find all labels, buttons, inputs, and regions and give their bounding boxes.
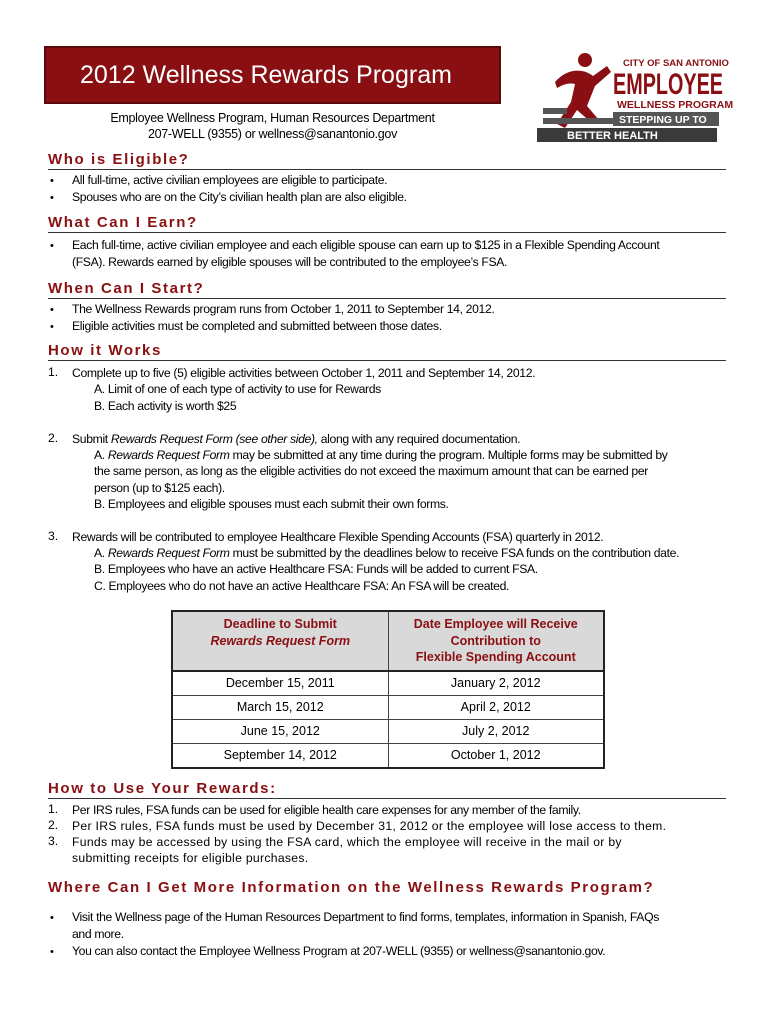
step2-a-post: may be submitted at any time during the program. Multiple forms may be submitted by bbox=[229, 448, 668, 462]
earn-text-line1: Each full-time, active civilian employee and each eligible spouse can earn up to $125 in a Flexible Spending Account bbox=[72, 238, 660, 252]
logo-wellness-text: WELLNESS PROGRAM bbox=[617, 99, 734, 111]
contribution-date-cell: April 2, 2012 bbox=[388, 695, 604, 719]
start-item: The Wellness Rewards program runs from October 1, 2011 to September 14, 2012. bbox=[72, 302, 495, 316]
step1-text: Complete up to five (5) eligible activities between October 1, 2011 and September 14, 2012. bbox=[72, 366, 536, 380]
runner-figure-icon bbox=[543, 53, 611, 128]
info-item-2: You can also contact the Employee Wellness Program at 207-WELL (9355) or wellness@sanantonio.gov. bbox=[72, 944, 606, 958]
bullet-icon: • bbox=[50, 912, 54, 924]
step2-a-line1 bbox=[94, 447, 668, 464]
employee-wellness-logo bbox=[537, 50, 734, 142]
section-heading: How it Works bbox=[48, 342, 162, 359]
subtitle-contact: 207-WELL (9355) or wellness@sanantonio.gov bbox=[147, 127, 398, 141]
step3-text: Rewards will be contributed to employee Healthcare Flexible Spending Accounts (FSA) quarterly in 2012. bbox=[72, 530, 604, 544]
col1-line2: Rewards Request Form bbox=[210, 633, 351, 648]
bullet-icon: • bbox=[50, 946, 54, 958]
logo-employee-text: EMPLOYEE bbox=[613, 68, 723, 101]
eligible-item: Spouses who are on the City’s civilian health plan are also eligible. bbox=[72, 190, 407, 204]
col2-line3: Flexible Spending Account bbox=[415, 650, 576, 664]
rewards-form-name: Rewards Request Form bbox=[107, 546, 230, 560]
use-item-3-line2: submitting receipts for eligible purchases. bbox=[72, 851, 309, 865]
rewards-form-name: Rewards Request Form bbox=[107, 448, 230, 462]
logo-city-text: CITY OF SAN ANTONIO bbox=[623, 58, 729, 69]
logo-stepping-text: STEPPING UP TO bbox=[619, 114, 707, 126]
section-who-is-eligible bbox=[48, 150, 726, 170]
contribution-date-cell: July 2, 2012 bbox=[388, 719, 604, 743]
col-header-deadline bbox=[172, 611, 388, 671]
section-heading: Where Can I Get More Information on the Wellness Rewards Program? bbox=[48, 879, 655, 896]
step-number: 2. bbox=[48, 431, 59, 445]
logo-better-health-text: BETTER HEALTH bbox=[567, 130, 658, 142]
use-item-3-line1: Funds may be accessed by using the FSA card, which the employee will receive in the mail or by bbox=[72, 835, 622, 849]
section-more-information bbox=[48, 878, 726, 897]
info-item-1-line1: Visit the Wellness page of the Human Resources Department to find forms, templates, information in Spanish, FAQs bbox=[72, 910, 659, 924]
step1-b: B. Each activity is worth $25 bbox=[94, 399, 237, 413]
deadline-table bbox=[171, 610, 605, 769]
section-heading: What Can I Earn? bbox=[48, 214, 198, 231]
table-header-row bbox=[172, 611, 604, 671]
step2-b: B. Employees and eligible spouses must each submit their own forms. bbox=[94, 497, 449, 511]
section-how-it-works bbox=[48, 341, 726, 361]
step3-b: B. Employees who have an active Healthcare FSA: Funds will be added to current FSA. bbox=[94, 562, 538, 576]
earn-text-line2: (FSA). Rewards earned by eligible spouses will be contributed to the employee’s FSA. bbox=[72, 255, 508, 269]
col2-line1: Date Employee will Receive bbox=[413, 617, 578, 631]
info-item-1-line2: and more. bbox=[72, 927, 124, 941]
item-number: 1. bbox=[48, 802, 59, 816]
step-number: 1. bbox=[48, 365, 59, 379]
step2-a-pre: A. bbox=[94, 448, 108, 462]
start-item: Eligible activities must be completed and submitted between those dates. bbox=[72, 319, 442, 333]
table-row bbox=[172, 671, 604, 696]
eligible-item: All full-time, active civilian employees are eligible to participate. bbox=[72, 173, 388, 187]
step3-a-post: must be submitted by the deadlines below to receive FSA funds on the contribution date. bbox=[229, 546, 680, 560]
use-item-2: Per IRS rules, FSA funds must be used by December 31, 2012 or the employee will lose access to them. bbox=[72, 819, 667, 833]
rewards-form-name: Rewards Request Form (see other side), bbox=[110, 432, 318, 446]
deadline-cell: June 15, 2012 bbox=[172, 719, 388, 743]
deadline-cell: December 15, 2011 bbox=[172, 671, 388, 696]
step2-a-line2: the same person, as long as the eligible activities do not exceed the maximum amount that can be earned per bbox=[94, 464, 648, 478]
col2-line2: Contribution to bbox=[450, 633, 541, 648]
step2-text bbox=[72, 431, 520, 448]
section-heading: Who is Eligible? bbox=[48, 151, 190, 168]
deadline-cell: September 14, 2012 bbox=[172, 743, 388, 768]
section-when-can-i-start bbox=[48, 279, 726, 299]
bullet-icon: • bbox=[50, 304, 54, 316]
section-how-to-use-rewards bbox=[48, 779, 726, 799]
table-row bbox=[172, 719, 604, 743]
header-contact bbox=[44, 110, 501, 142]
section-what-can-i-earn bbox=[48, 213, 726, 233]
step3-a bbox=[94, 545, 679, 562]
section-heading: How to Use Your Rewards: bbox=[48, 780, 277, 797]
step1-a: A. Limit of one of each type of activity to use for Rewards bbox=[94, 382, 381, 396]
bullet-icon: • bbox=[50, 175, 54, 187]
col1-line1: Deadline to Submit bbox=[223, 617, 337, 631]
contribution-date-cell: January 2, 2012 bbox=[388, 671, 604, 696]
deadline-cell: March 15, 2012 bbox=[172, 695, 388, 719]
step2-post: along with any required documentation. bbox=[317, 432, 521, 446]
table-row bbox=[172, 695, 604, 719]
step3-a-pre: A. bbox=[94, 546, 108, 560]
step2-a-line3: person (up to $125 each). bbox=[94, 481, 225, 495]
bullet-icon: • bbox=[50, 192, 54, 204]
contribution-date-cell: October 1, 2012 bbox=[388, 743, 604, 768]
col-header-contribution-date bbox=[388, 611, 604, 671]
step2-pre: Submit bbox=[72, 432, 111, 446]
item-number: 3. bbox=[48, 834, 59, 848]
bullet-icon: • bbox=[50, 321, 54, 333]
title-banner bbox=[44, 46, 501, 104]
bullet-icon: • bbox=[50, 240, 54, 252]
subtitle-department: Employee Wellness Program, Human Resources Department bbox=[110, 111, 435, 125]
step-number: 3. bbox=[48, 529, 59, 543]
table-row bbox=[172, 743, 604, 768]
section-heading: When Can I Start? bbox=[48, 280, 205, 297]
step3-c: C. Employees who do not have an active Healthcare FSA: An FSA will be created. bbox=[94, 579, 510, 593]
use-item-1: Per IRS rules, FSA funds can be used for eligible health care expenses for any member of the family. bbox=[72, 803, 581, 817]
item-number: 2. bbox=[48, 818, 59, 832]
page-title: 2012 Wellness Rewards Program bbox=[80, 61, 452, 89]
